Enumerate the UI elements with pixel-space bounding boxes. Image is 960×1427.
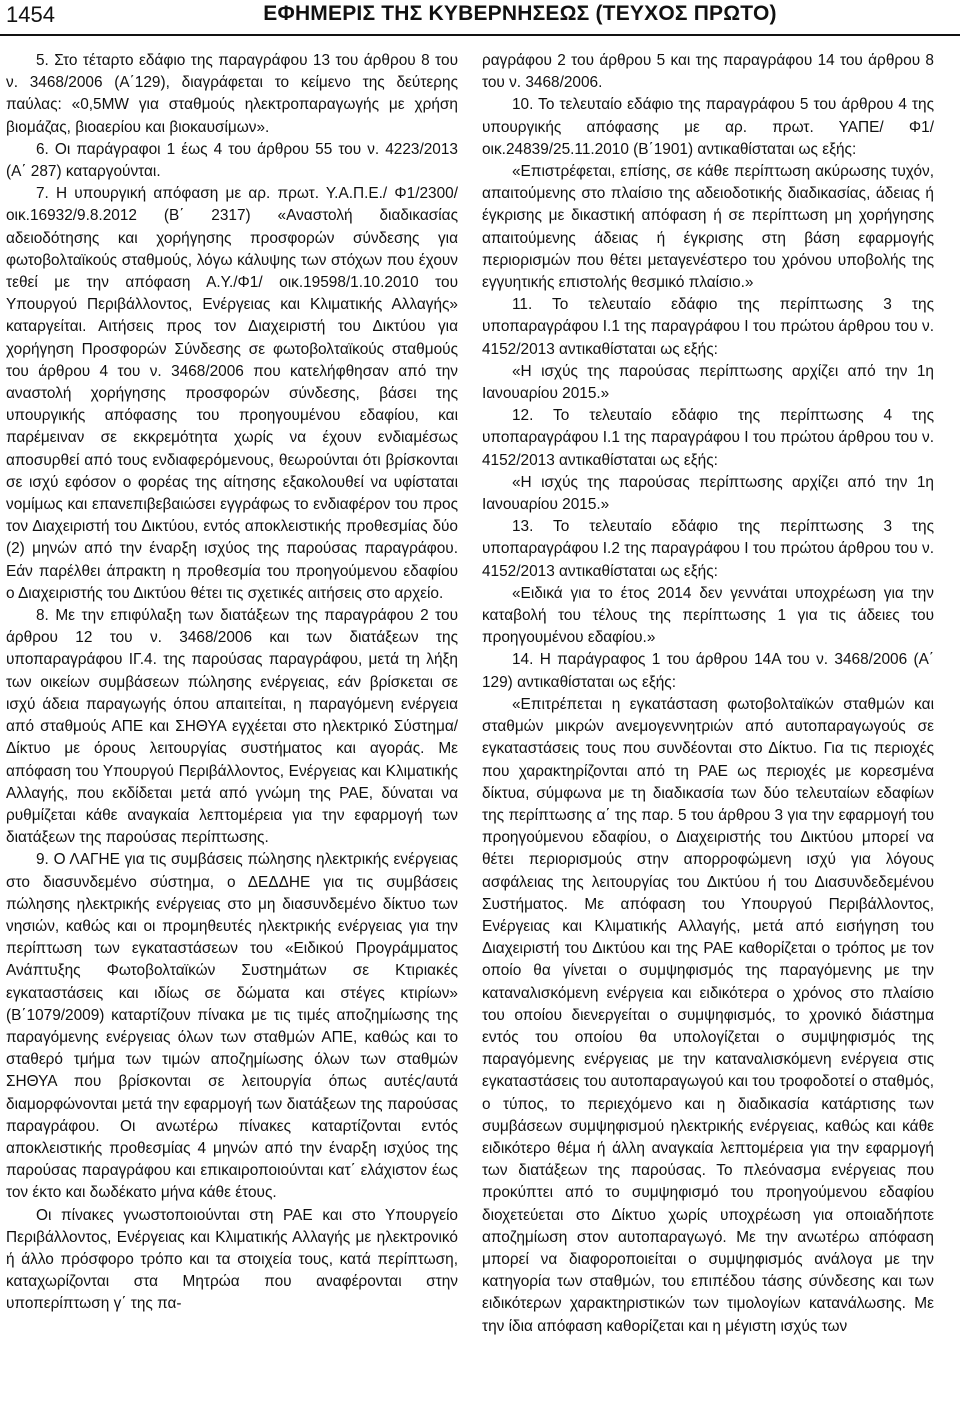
quoted-paragraph: «Επιτρέπεται η εγκατάσταση φωτοβολταϊκών σταθμών και σταθμών μικρών ανεμογεννητριών από αυτοπαραγωγούς σε εγκαταστάσεις τους που συνδέονται στο Δίκτυο. Για τις περιοχές που χαρακτηρίζονται από τη ΡΑΕ ως περιοχές με κορεσμένα δίκτυα, σύμφωνα με τη διαδικασία των δύο τελευταίων εδαφίων της περίπτωσης α΄ της παρ. 5 του άρθρου 3 για την εφαρμογή του προηγούμενου εδαφίου, ο Διαχειριστής του Δικτύου μπορεί να θέτει περιορισμούς στην απορροφώμενη ισχύ για λόγους ασφάλειας της λειτουργίας του Δικτύου ή του Διασυνδεδεμένου Συστήματος. Με απόφαση του Υπουργού Περιβάλλοντος, Ενέργειας και Κλιματικής Αλλαγής, μετά από εισήγηση του Διαχειριστή του Δικτύου και της ΡΑΕ καθορίζεται ο τρόπος με τον οποίο θα γίνεται ο συμψηφισμός της παραγόμενης με την καταναλισκόμενη ενέργεια και ειδικότερα ο χρόνος στο πλαίσιο του οποίου διενεργείται ο συμψηφισμός, το χρονικό διάστημα εντός του οποίου θα υπολογίζεται ο συμψηφισμός της παραγόμενης ενέργειας με την καταναλισκόμενη ενέργεια στις εγκαταστάσεις του αυτοπαραγωγού και του τροφοδοτεί ο σταθμός, ο τύπος, το περιεχόμενο και η διαδικασία κατάρτισης των συμβάσεων συμψηφισμού ηλεκτρικής ενέργειας, καθώς και κάθε ειδικότερο θέμα ή άλλη αναγκαία λεπτομέρεια για την εφαρμογή των διατάξεων της παρούσας. Το πλεόνασμα ενέργειας που προκύπτει από το συμψηφισμό του προηγούμενου εδαφίου διοχετεύεται στο Δίκτυο χωρίς υποχρέωση για οποιαδήποτε αποζημίωση στον αυτοπαραγωγό. Με την ανωτέρω απόφαση μπορεί να διαφοροποιείται ο συμψηφισμός ανάλογα με την κατηγορία των σταθμών, του επιπέδου τάσης σύνδεσης και των ειδικότερων χαρακτηριστικών των τιμολογίων κατανάλωσης. Με την ίδια απόφαση καθορίζεται και η μέγιστη ισχύς των — [482, 695, 934, 1335]
paragraph: 8. Με την επιφύλαξη των διατάξεων της παραγράφου 2 του άρθρου 12 του ν. 3468/2006 και των διατάξεων της υποπαραγράφου ΙΓ.4. της παρούσας παραγράφου, μετά τη λήξη των οικείων συμβάσεων πώλησης ενέργειας, εάν βρίσκεται σε ισχύ άδεια παραγωγής όπου απαιτείται, η παραγόμενη ενέργεια από σταθμούς ΑΠΕ και ΣΗΘΥΑ εγχέεται στο ηλεκτρικό Σύστημα/ Δίκτυο με όρους λειτουργίας συστήματος και αγοράς. Με απόφαση του Υπουργού Περιβάλλοντος, Ενέργειας και Κλιματικής Αλλαγής, που εκδίδεται μετά από γνώμη της ΡΑΕ, δύναται να ρυθμίζεται κάθε αναγκαία λεπτομέρεια για την εφαρμογή των διατάξεων της παρούσας περίπτωσης. — [6, 607, 458, 847]
quoted-paragraph: «Η ισχύς της παρούσας περίπτωσης αρχίζει από την 1η Ιανουαρίου 2015.» — [482, 473, 934, 514]
paragraph: 13. Το τελευταίο εδάφιο της περίπτωσης 3 της υποπαραγράφου Ι.2 της παραγράφου Ι του πρώτου άρθρου του ν. 4152/2013 αντικαθίσταται ως εξής: — [482, 518, 934, 580]
page-header — [0, 0, 960, 36]
right-column — [482, 50, 934, 1338]
quoted-paragraph: «Ειδικά για το έτος 2014 δεν γεννάται υποχρέωση για την καταβολή του τέλους της περίπτωσης 1 για τις άδειες του προηγουμένου εδαφίου.» — [482, 584, 934, 647]
quoted-paragraph: «Η ισχύς της παρούσας περίπτωσης αρχίζει από την 1η Ιανουαρίου 2015.» — [482, 362, 934, 403]
paragraph: 11. Το τελευταίο εδάφιο της περίπτωσης 3 της υποπαραγράφου Ι.1 της παραγράφου Ι του πρώτου άρθρου του ν. 4152/2013 αντικαθίσταται ως εξής: — [482, 296, 934, 358]
page-number: 1454 — [6, 2, 55, 27]
left-column — [6, 50, 458, 1316]
paragraph: 6. Οι παράγραφοι 1 έως 4 του άρθρου 55 του ν. 4223/2013 (Α΄ 287) καταργούνται. — [6, 140, 458, 181]
paragraph: 5. Στο τέταρτο εδάφιο της παραγράφου 13 του άρθρου 8 του ν. 3468/2006 (Α΄129), διαγράφεται το κείμενο της δεύτερης παύλας: «0,5MW για σταθμούς ηλεκτροπαραγωγής με χρήση βιομάζας, βιοαερίου και βιοκαυσίμων». — [6, 52, 458, 136]
paragraph: 14. Η παράγραφος 1 του άρθρου 14Α του ν. 3468/2006 (Α΄ 129) αντικαθίσταται ως εξής: — [482, 651, 934, 691]
paragraph: 10. Το τελευταίο εδάφιο της παραγράφου 5 του άρθρου 4 της υπουργικής απόφασης με αρ. πρωτ. ΥΑΠΕ/ Φ1/οικ.24839/25.11.2010 (Β΄1901) αντικαθίσταται ως εξής: — [482, 96, 934, 158]
paragraph: 9. Ο ΛΑΓΗΕ για τις συμβάσεις πώλησης ηλεκτρικής ενέργειας στο διασυνδεμένο σύστημα, ο ΔΕΔΔΗΕ για τις συμβάσεις πώλησης ηλεκτρικής ενέργειας στο μη διασυνδεμένο δίκτυο των νησιών, καθώς και οι προμηθευτές ηλεκτρικής ενέργειας για την περίπτωση των εγκαταστάσεων του «Ειδικού Προγράμματος Ανάπτυξης Φωτοβολταϊκών Συστημάτων σε Κτιριακές εγκαταστάσεις και ιδίως σε δώματα και στέγες κτιρίων» (Β΄1079/2009) καταρτίζουν πίνακα με τις τιμές αποζημίωσης της παραγόμενης ενέργειας όλων των σταθμών ΑΠΕ, καθώς και το σταθερό τμήμα των τιμών αποζημίωσης όλων των σταθμών ΣΗΘΥΑ που βρίσκονται σε λειτουργία όπως αυτές/αυτά διαμορφώνονται μετά την εφαρμογή των διατάξεων της παρούσας παραγράφου. Οι ανωτέρω πίνακες καταρτίζονται εντός αποκλειστικής προθεσμίας 4 μηνών από την έναρξη ισχύος της παρούσας παραγράφου και επικαιροποιούνται κατ΄ ελάχιστον έως τον έκτο και δωδέκατο μήνα κάθε έτους. — [6, 851, 458, 1202]
quoted-paragraph: «Επιστρέφεται, επίσης, σε κάθε περίπτωση ακύρωσης τυχόν, απαιτούμενης στο πλαίσιο της αδειοδοτικής διαδικασίας, άδειας ή έγκρισης με δικαστική απόφαση ή σε περίπτωση μη χορήγησης απαιτούμενης άδειας ή έγκρισης στη βάση εφαρμογής περιορισμών που θέτει μεταγενέστερο του χρόνου υποβολής της εγγυητικής επιστολής θεσμικό πλαίσιο.» — [482, 163, 934, 292]
paragraph: Οι πίνακες γνωστοποιούνται στη ΡΑΕ και στο Υπουργείο Περιβάλλοντος, Ενέργειας και Κλιματικής Αλλαγής με ηλεκτρονικό ή άλλο πρόσφορο τρόπο και τα στοιχεία τους, κατά περίπτωση, καταχωρίζονται στα Μητρώα που αναφέρονται στην υποπερίπτωση γ΄ της πα- — [6, 1206, 458, 1313]
paragraph: 12. Το τελευταίο εδάφιο της περίπτωσης 4 της υποπαραγράφου Ι.1 της παραγράφου Ι του πρώτου άρθρου του ν. 4152/2013 αντικαθίσταται ως εξής: — [482, 407, 934, 469]
paragraph-continuation: ραγράφου 2 του άρθρου 5 και της παραγράφου 14 του άρθρου 8 του ν. 3468/2006. — [482, 52, 934, 92]
paragraph: 7. Η υπουργική απόφαση με αρ. πρωτ. Υ.Α.Π.Ε./ Φ1/2300/οικ.16932/9.8.2012 (Β΄ 2317) «Αναστολή διαδικασίας αδειοδότησης και χορήγησης προσφορών σύνδεσης για φωτοβολταϊκούς σταθμούς, λόγω κάλυψης των στόχων που έχουν τεθεί με την απόφαση Α.Υ./Φ1/ οικ.19598/1.10.2010 του Υπουργού Περιβάλλοντος, Ενέργειας και Κλιματικής Αλλαγής» καταργείται. Αιτήσεις προς τον Διαχειριστή του Δικτύου για χορήγηση Προσφορών Σύνδεσης σε φωτοβολταϊκούς σταθμούς του άρθρου 4 του ν. 3468/2006 που κατελήφθησαν από την αναστολή χορήγησης προσφορών σύνδεσης, βάσει της υπουργικής απόφασης του προηγουμένου εδαφίου, και παρέμειναν σε εκκρεμότητα χωρίς να έχουν ενδιαμέσως αποσυρθεί από τους ενδιαφερόμενους, θεωρούνται ότι βρίσκονται σε ισχύ εφόσον ο φορέας της αίτησης εξακολουθεί να υφίσταται νομίμως και επανεπιβεβαιώσει εγγράφως το ενδιαφέρον του προς τον Διαχειριστή του Δικτύου, εντός αποκλειστικής προθεσμίας δύο (2) μηνών από την έναρξη ισχύος της παρούσας παραγράφου. Εάν παρέλθει άπρακτη η προθεσμία του προηγούμενου εδαφίου ο Διαχειριστής του Δικτύου θέτει τις σχετικές αιτήσεις στο αρχείο. — [6, 185, 458, 602]
gazette-title: ΕΦΗΜΕΡΙΣ ΤΗΣ ΚΥΒΕΡΝΗΣΕΩΣ (ΤΕΥΧΟΣ ΠΡΩΤΟ) — [263, 2, 777, 25]
